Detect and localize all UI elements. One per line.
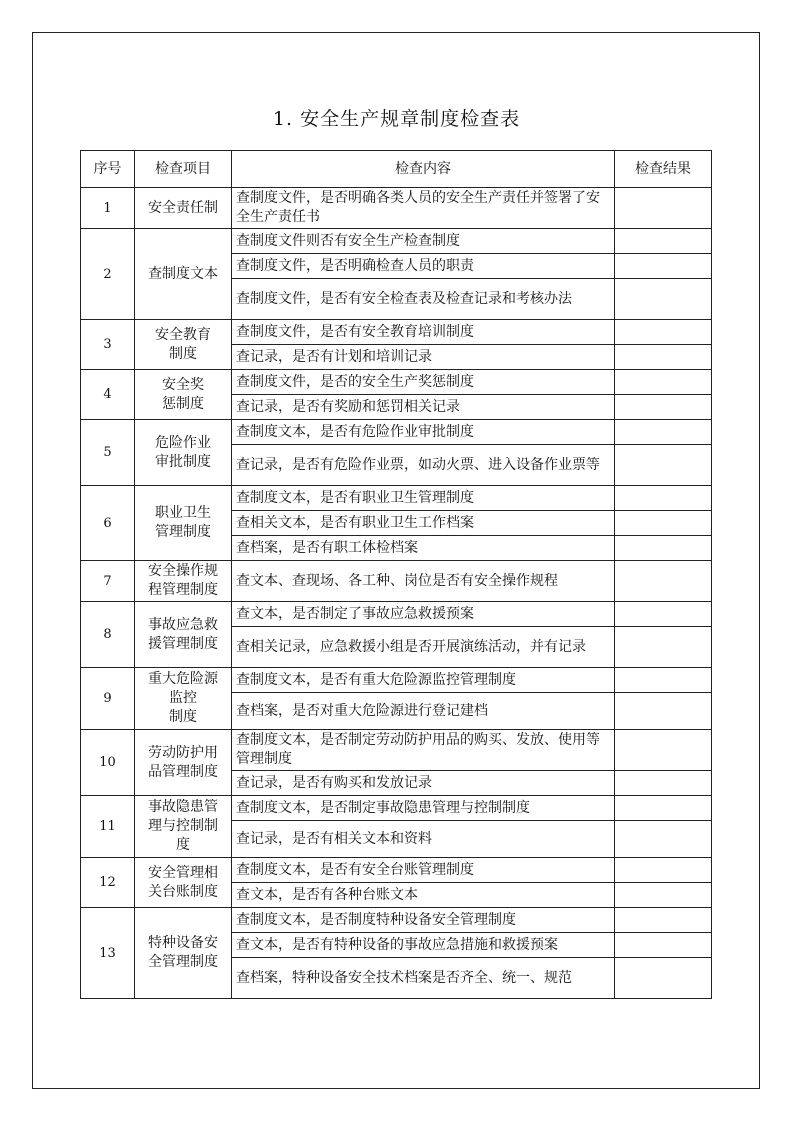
row-check-item: 查制度文本	[135, 229, 232, 320]
row-check-result[interactable]	[615, 627, 712, 668]
row-check-result[interactable]	[615, 771, 712, 796]
row-check-content: 查记录，是否有购买和发放记录	[232, 771, 615, 796]
header-result: 检查结果	[615, 151, 712, 188]
row-serial-number: 13	[81, 908, 135, 999]
row-serial-number: 10	[81, 730, 135, 796]
row-check-content: 查制度文件，是否有安全检查表及检查记录和考核办法	[232, 279, 615, 320]
row-check-content: 查制度文本，是否制度特种设备安全管理制度	[232, 908, 615, 933]
page-title: 1. 安全生产规章制度检查表	[272, 108, 521, 130]
row-check-content: 查记录，是否有危险作业票，如动火票、进入设备作业票等	[232, 445, 615, 486]
row-check-result[interactable]	[615, 229, 712, 254]
table-row	[81, 730, 712, 771]
row-check-content: 查文本，是否有特种设备的事故应急措施和救援预案	[232, 933, 615, 958]
header-item: 检查项目	[135, 151, 232, 188]
header-serial: 序号	[81, 151, 135, 188]
row-check-item: 劳动防护用 品管理制度	[135, 730, 232, 796]
table-row	[81, 486, 712, 511]
row-check-item: 安全管理相 关台账制度	[135, 858, 232, 908]
row-check-content: 查制度文件，是否明确检查人员的职责	[232, 254, 615, 279]
table-row	[81, 602, 712, 627]
row-check-item: 事故应急救 援管理制度	[135, 602, 232, 668]
row-serial-number: 9	[81, 668, 135, 730]
row-check-item: 安全奖 惩制度	[135, 370, 232, 420]
row-check-result[interactable]	[615, 188, 712, 229]
row-check-content: 查制度文件，是否有安全教育培训制度	[232, 320, 615, 345]
row-check-result[interactable]	[615, 602, 712, 627]
row-check-content: 查制度文本，是否有危险作业审批制度	[232, 420, 615, 445]
table-row	[81, 668, 712, 693]
row-check-item: 安全教育 制度	[135, 320, 232, 370]
row-check-result[interactable]	[615, 279, 712, 320]
row-check-result[interactable]	[615, 933, 712, 958]
row-check-content: 查文本，是否有各种台账文本	[232, 883, 615, 908]
table-row	[81, 229, 712, 254]
row-check-result[interactable]	[615, 883, 712, 908]
row-serial-number: 7	[81, 561, 135, 602]
table-row	[81, 320, 712, 345]
row-check-item: 事故隐患管 理与控制制 度	[135, 796, 232, 858]
table-row	[81, 370, 712, 395]
row-check-content: 查制度文本，是否有安全台账管理制度	[232, 858, 615, 883]
row-check-content: 查相关文本，是否有职业卫生工作档案	[232, 511, 615, 536]
row-check-result[interactable]	[615, 858, 712, 883]
row-check-content: 查制度文本，是否制定劳动防护用品的购买、发放、使用等管理制度	[232, 730, 615, 771]
row-check-result[interactable]	[615, 958, 712, 999]
row-check-content: 查档案，是否有职工体检档案	[232, 536, 615, 561]
row-check-item: 重大危险源 监控 制度	[135, 668, 232, 730]
row-check-content: 查制度文本，是否制定事故隐患管理与控制制度	[232, 796, 615, 821]
table-body	[81, 188, 712, 999]
row-check-content: 查记录，是否有计划和培训记录	[232, 345, 615, 370]
inspection-table	[80, 150, 712, 999]
row-check-content: 查制度文本，是否有职业卫生管理制度	[232, 486, 615, 511]
row-check-result[interactable]	[615, 420, 712, 445]
row-check-item: 特种设备安 全管理制度	[135, 908, 232, 999]
row-check-result[interactable]	[615, 320, 712, 345]
row-check-content: 查文本、查现场、各工种、岗位是否有安全操作规程	[232, 561, 615, 602]
row-check-content: 查记录，是否有奖励和惩罚相关记录	[232, 395, 615, 420]
row-check-content: 查相关记录，应急救援小组是否开展演练活动，并有记录	[232, 627, 615, 668]
row-check-content: 查档案，是否对重大危险源进行登记建档	[232, 693, 615, 730]
row-check-content: 查制度文件，是否的安全生产奖惩制度	[232, 370, 615, 395]
row-serial-number: 8	[81, 602, 135, 668]
row-serial-number: 11	[81, 796, 135, 858]
row-serial-number: 1	[81, 188, 135, 229]
row-check-content: 查制度文件，是否明确各类人员的安全生产责任并签署了安全生产责任书	[232, 188, 615, 229]
row-check-content: 查制度文件则否有安全生产检查制度	[232, 229, 615, 254]
row-serial-number: 5	[81, 420, 135, 486]
row-check-content: 查档案，特种设备安全技术档案是否齐全、统一、规范	[232, 958, 615, 999]
row-check-result[interactable]	[615, 370, 712, 395]
header-content: 检查内容	[232, 151, 615, 188]
row-check-result[interactable]	[615, 561, 712, 602]
row-check-result[interactable]	[615, 395, 712, 420]
row-check-result[interactable]	[615, 254, 712, 279]
row-check-result[interactable]	[615, 486, 712, 511]
table-row	[81, 420, 712, 445]
row-serial-number: 2	[81, 229, 135, 320]
row-check-result[interactable]	[615, 693, 712, 730]
row-serial-number: 3	[81, 320, 135, 370]
row-check-item: 危险作业 审批制度	[135, 420, 232, 486]
row-serial-number: 4	[81, 370, 135, 420]
row-check-result[interactable]	[615, 730, 712, 771]
row-serial-number: 6	[81, 486, 135, 561]
table-row	[81, 796, 712, 821]
row-check-item: 安全操作规 程管理制度	[135, 561, 232, 602]
row-check-result[interactable]	[615, 445, 712, 486]
table-row	[81, 188, 712, 229]
row-serial-number: 12	[81, 858, 135, 908]
row-check-result[interactable]	[615, 796, 712, 821]
row-check-item: 安全责任制	[135, 188, 232, 229]
row-check-content: 查记录，是否有相关文本和资料	[232, 821, 615, 858]
row-check-result[interactable]	[615, 668, 712, 693]
row-check-result[interactable]	[615, 908, 712, 933]
row-check-result[interactable]	[615, 511, 712, 536]
row-check-item: 职业卫生 管理制度	[135, 486, 232, 561]
table-row	[81, 908, 712, 933]
table-row	[81, 858, 712, 883]
row-check-result[interactable]	[615, 821, 712, 858]
row-check-result[interactable]	[615, 536, 712, 561]
table-header-row	[81, 151, 712, 188]
row-check-content: 查制度文本，是否有重大危险源监控管理制度	[232, 668, 615, 693]
row-check-content: 查文本，是否制定了事故应急救援预案	[232, 602, 615, 627]
table-row	[81, 561, 712, 602]
row-check-result[interactable]	[615, 345, 712, 370]
